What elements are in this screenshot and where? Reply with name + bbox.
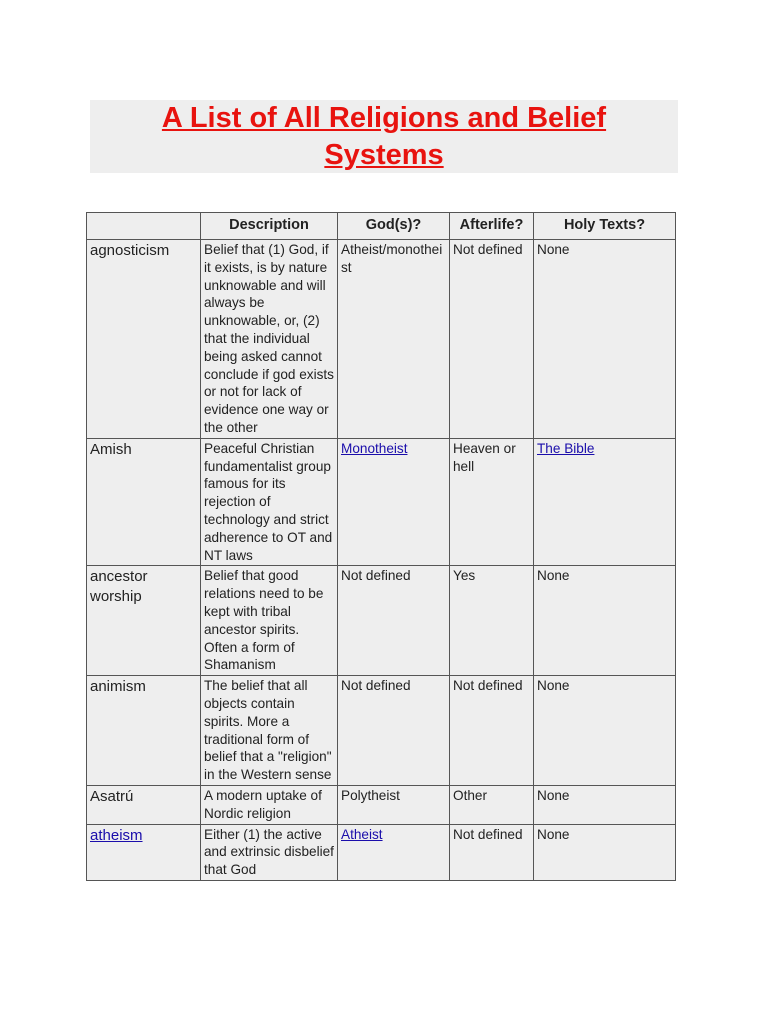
cell-name <box>87 785 201 824</box>
cell-name <box>87 438 201 566</box>
table-row <box>87 824 676 880</box>
table-row <box>87 240 676 439</box>
cell-afterlife-text: Not defined <box>453 242 523 257</box>
cell-holy-texts-text: None <box>537 826 570 842</box>
cell-gods-text: Polytheist <box>341 787 400 803</box>
cell-gods <box>338 566 450 676</box>
cell-afterlife-text: Yes <box>453 568 476 584</box>
cell-name <box>87 240 201 439</box>
cell-name <box>87 676 201 786</box>
page-title: A List of All Religions and Belief Systems <box>161 101 607 171</box>
cell-holy-texts <box>534 566 676 676</box>
cell-holy-texts-text: None <box>537 568 570 584</box>
cell-afterlife <box>450 566 534 676</box>
cell-holy-texts-text: None <box>537 242 570 257</box>
cell-description <box>201 785 338 824</box>
cell-name <box>87 566 201 676</box>
cell-holy-texts <box>534 785 676 824</box>
header-afterlife: Afterlife? <box>450 213 534 240</box>
cell-afterlife-text: Not defined <box>453 678 523 694</box>
cell-description-text: The belief that all objects contain spirits. More a traditional form of belief that a "religion" in the Western sense <box>204 678 332 783</box>
cell-description-text: Belief that good relations need to be kept with tribal ancestor spirits. Often a form of Shamanism <box>204 568 324 673</box>
cell-afterlife-text: Other <box>453 787 487 803</box>
cell-gods <box>338 824 450 880</box>
cell-description <box>201 566 338 676</box>
cell-name-text: Asatrú <box>90 787 134 805</box>
cell-gods <box>338 240 450 439</box>
cell-holy-texts-text: None <box>537 678 570 694</box>
cell-description-text: Peaceful Christian fundamentalist group famous for its rejection of technology and strict adherence to OT and NT laws <box>204 440 333 563</box>
cell-afterlife-text: Heaven or hell <box>453 440 516 474</box>
cell-gods-link[interactable]: Monotheist <box>341 440 408 456</box>
cell-name-link[interactable]: atheism <box>90 826 143 844</box>
cell-description-text: Belief that (1) God, if it exists, is by nature unknowable and will always be unknowable, or, (2) that the individual being asked cannot conclude if god exists or not for lack of evidence one way or the other <box>204 242 334 435</box>
title-banner <box>90 100 678 173</box>
cell-gods <box>338 438 450 566</box>
table-body <box>87 240 676 881</box>
cell-holy-texts <box>534 240 676 439</box>
cell-afterlife <box>450 824 534 880</box>
cell-name-text: agnosticism <box>90 242 170 259</box>
cell-gods-text: Not defined <box>341 568 411 584</box>
table-row <box>87 566 676 676</box>
header-description: Description <box>201 213 338 240</box>
header-gods: God(s)? <box>338 213 450 240</box>
cell-holy-texts <box>534 676 676 786</box>
cell-holy-texts-link[interactable]: The Bible <box>537 440 595 456</box>
header-name <box>87 213 201 240</box>
cell-description <box>201 240 338 439</box>
table-row <box>87 438 676 566</box>
cell-description <box>201 824 338 880</box>
cell-gods-text: Not defined <box>341 678 411 694</box>
cell-name-text: animism <box>90 678 146 696</box>
cell-description-text: A modern uptake of Nordic religion <box>204 787 322 821</box>
table-row <box>87 676 676 786</box>
cell-description <box>201 676 338 786</box>
cell-afterlife <box>450 785 534 824</box>
table-row <box>87 785 676 824</box>
cell-gods <box>338 785 450 824</box>
cell-holy-texts <box>534 438 676 566</box>
cell-afterlife <box>450 240 534 439</box>
cell-name-text: Amish <box>90 440 132 458</box>
cell-afterlife <box>450 676 534 786</box>
cell-afterlife-text: Not defined <box>453 826 523 842</box>
cell-gods <box>338 676 450 786</box>
cell-description-text: Either (1) the active and extrinsic disbelief that God <box>204 826 334 878</box>
cell-name <box>87 824 201 880</box>
table-header-row <box>87 213 676 240</box>
cell-name-text: ancestor worship <box>90 568 148 606</box>
cell-description <box>201 438 338 566</box>
religions-table <box>86 212 676 881</box>
cell-afterlife <box>450 438 534 566</box>
cell-holy-texts-text: None <box>537 787 570 803</box>
cell-holy-texts <box>534 824 676 880</box>
cell-gods-text: Atheist/monotheist <box>341 242 443 275</box>
header-holy-texts: Holy Texts? <box>534 213 676 240</box>
cell-gods-link[interactable]: Atheist <box>341 826 383 842</box>
